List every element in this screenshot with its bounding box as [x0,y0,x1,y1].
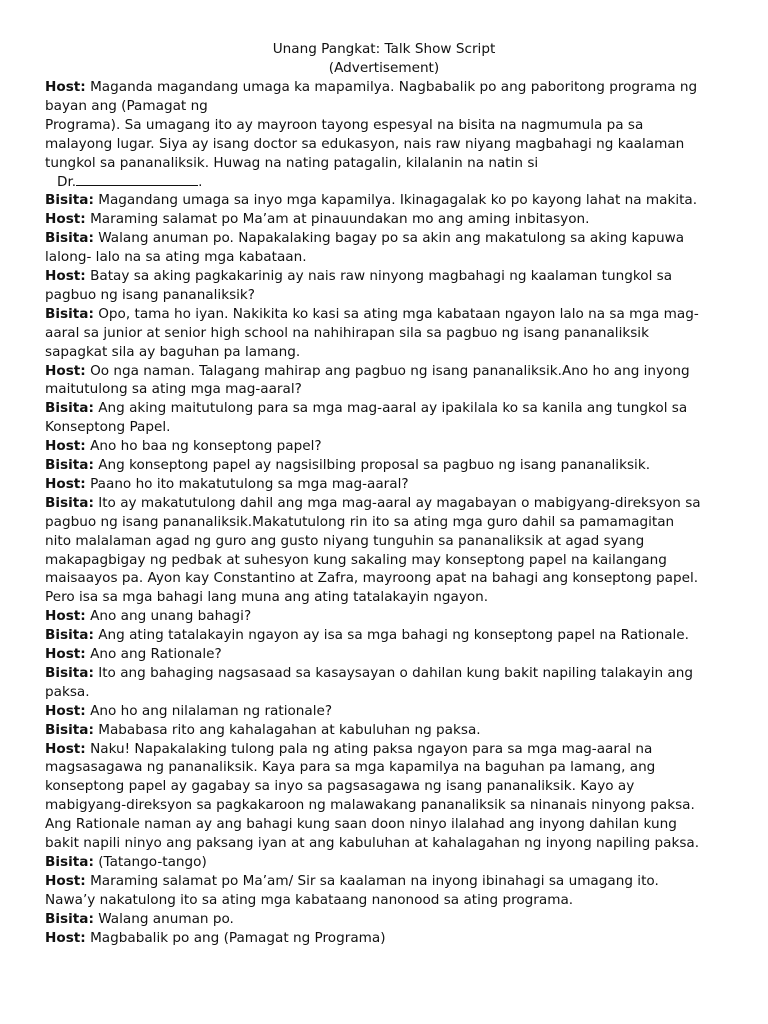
script-line [45,834,699,852]
script-line [45,380,302,398]
speaker-label: Bisita: [45,457,94,473]
line-text: konseptong papel ay gagabay sa inyo sa pagsasagawa ng isang pananaliksik. Kayo ay [45,778,635,795]
line-text: pagbuo ng isang pananaliksik? [45,286,256,303]
script-line [45,626,689,644]
line-text: Maraming salamat po Ma’am/ Sir sa kaalaman na inyong ibinahagi sa umagang ito. [85,872,659,889]
line-text: aaral sa junior at senior high school na nahihirapan sila sa pagbuo ng isang pananaliksik [45,324,649,341]
line-text: paksa. [45,683,90,700]
script-line [45,494,701,512]
line-text: Magbabalik po ang (Pamagat ng Programa) [85,929,386,946]
script-line [45,740,652,758]
script-line [45,191,697,209]
speaker-label: Bisita: [45,400,94,417]
line-text: Dr. [57,173,77,190]
script-line [45,683,90,701]
script-line [45,116,643,134]
script-line [45,78,697,96]
script-line [45,532,644,550]
script-line [45,758,655,776]
script-line [45,891,573,909]
speaker-label: Host: [45,211,86,228]
speaker-label: Host: [45,740,86,757]
speaker-label: Host: [45,362,86,379]
line-text: maitutulong sa ating mga mag-aaral? [45,381,302,398]
line-text: Ano ho ang nilalaman ng rationale? [85,702,333,719]
script-line [45,210,589,228]
script-line [45,664,693,682]
speaker-label: Bisita: [45,853,94,870]
line-text: Naku! Napakalaking tulong pala ng ating paksa ngayon para sa mga mag-aaral na [85,740,653,757]
script-line [45,343,300,361]
script-line [45,872,659,890]
line-text: Mababasa rito ang kahalagahan at kabuluhan ng paksa. [93,721,481,738]
line-text: Walang anuman po. [93,910,234,927]
script-line [45,929,386,947]
script-line [45,475,409,493]
line-text: tungkol sa pananaliksik. Huwag na nating patagalin, kilalanin na natin si [45,154,539,171]
page-title: Unang Pangkat: Talk Show Script [272,41,496,57]
line-text: Ano ang unang bahagi? [85,608,252,625]
speaker-label: Bisita: [45,305,94,322]
script-line [45,154,538,172]
line-text: Ang ating tatalakayin ngayon ay isa sa mga bahagi ng konseptong papel na Rationale. [93,627,689,644]
line-text: Ano ang Rationale? [85,646,222,662]
line-text: Walang anuman po. Napakalaking bagay po sa akin ang makatulong sa aking kapuwa [93,230,685,247]
speaker-label: Host: [45,79,86,95]
script-line [45,399,687,417]
line-text: Opo, tama ho iyan. Nakikita ko kasi sa ating mga kabataan ngayon lalo na sa mga mag- [93,305,699,322]
page-subtitle: (Advertisement) [328,60,440,76]
line-text: mabigyang-direksyon sa pagkakaroon ng malawakang pananaliksik sa ninanais ninyong paksa. [45,797,695,814]
speaker-label: Bisita: [45,627,94,644]
speaker-label: Bisita: [45,192,94,209]
script-line [45,305,699,323]
script-line [45,418,170,436]
script-line [45,721,481,739]
line-text: Pero isa sa mga bahagi lang muna ang ating tatalakayin ngayon. [45,589,489,606]
speaker-label: Host: [45,702,86,719]
speaker-label: Host: [45,475,86,492]
line-text: bayan ang (Pamagat ng [45,97,208,114]
speaker-label: Bisita: [45,664,94,681]
line-text: nito malalaman agad ng guro ang gusto niyang tunguhin sa pananaliksik at agad syang [45,532,645,549]
line-text: lalong- lalo na sa ating mga kabataan. [45,249,307,266]
script-line [45,97,208,115]
script-line [45,910,234,928]
script-line [45,702,332,720]
line-text: Magandang umaga sa inyo mga kapamilya. Ikinagagalak ko po kayong lahat na makita. [93,192,698,209]
script-line [45,551,667,569]
speaker-label: Bisita: [45,721,94,738]
speaker-label: Host: [45,929,86,946]
script-line [45,588,488,606]
line-text: Oo nga naman. Talagang mahirap ang pagbuo ng isang pananaliksik.Ano ho ang inyong [85,362,690,379]
line-text: Maraming salamat po Ma’am at pinauundakan mo ang aming inbitasyon. [85,211,590,228]
line-text: Batay sa aking pagkakarinig ay nais raw ninyong magbahagi ng kaalaman tungkol sa [85,268,673,284]
speaker-label: Bisita: [45,494,94,511]
line-text: maisaayos pa. Ayon kay Constantino at Zafra, mayroong apat na bahagi ang konseptong papel. [45,570,699,587]
line-text: makapagbigay ng pedbak at suhesyon kung sakaling may konseptong papel na kailangang [45,551,667,568]
line-text: Programa). Sa umagang ito ay mayroon tayong espesyal na bisita na nagmumula pa sa [45,116,644,133]
line-text: (Tatango-tango) [93,853,207,870]
line-text: Ano ho baa ng konseptong papel? [85,438,322,455]
line-text: Nawa’y nakatulong ito sa ating mga kabataang nanonood sa ating programa. [45,891,574,908]
script-line [45,135,684,153]
line-text: Ang Rationale naman ay ang bahagi kung saan doon ninyo ilalahad ang inyong dahilan kung [45,816,677,833]
script-line [45,513,674,531]
line-text: magsasagawa ng pananaliksik. Kaya para sa mga kapamilya na baguhan pa lamang, ang [45,759,656,776]
script-line [45,456,650,474]
speaker-label: Host: [45,608,86,625]
line-text: Maganda magandang umaga ka mapamilya. Nagbabalik po ang paboritong programa ng [85,79,698,95]
speaker-label: Host: [45,646,86,662]
line-text: Ang aking maitutulong para sa mga mag-aaral ay ipakilala ko sa kanila ang tungkol sa [93,400,688,417]
line-text: Ito ay makatutulong dahil ang mga mag-aaral ay magabayan o mabigyang-direksyon sa [93,494,701,511]
script-line [45,569,698,587]
script-line [45,324,649,342]
line-text: Konseptong Papel. [45,419,171,436]
name-blank [76,173,198,186]
script-line [45,777,634,795]
line-text: Paano ho ito makatutulong sa mga mag-aaral? [85,475,409,492]
speaker-label: Host: [45,268,86,284]
script-line [45,796,695,814]
line-text: sapagkat sila ay baguhan pa lamang. [45,343,301,360]
speaker-label: Host: [45,438,86,455]
speaker-label: Host: [45,872,86,889]
line-text: Ang konseptong papel ay nagsisilbing proposal sa pagbuo ng isang pananaliksik. [93,457,651,473]
script-line [45,229,684,247]
line-text: malayong lugar. Siya ay isang doctor sa edukasyon, nais raw niyang magbahagi ng kaalaman [45,135,685,152]
blank-period: . [198,173,203,190]
script-line [57,173,202,191]
line-text: Ito ang bahaging nagsasaad sa kasaysayan o dahilan kung bakit napiling talakayin ang [93,664,693,681]
line-text: pagbuo ng isang pananaliksik.Makatutulong rin ito sa ating mga guro dahil sa pamamagitan [45,513,675,530]
script-line [45,645,222,663]
script-line [45,267,672,285]
script-line [45,607,251,625]
script-line [45,286,255,304]
script-line [45,437,322,455]
speaker-label: Bisita: [45,230,94,247]
script-line [45,362,690,380]
script-line [45,248,307,266]
line-text: bakit napili ninyo ang paksang iyan at ang kabuluhan at kahalagahan ng inyong napiling paksa. [45,835,700,851]
speaker-label: Bisita: [45,910,94,927]
script-line [45,853,207,871]
script-line [45,815,677,833]
